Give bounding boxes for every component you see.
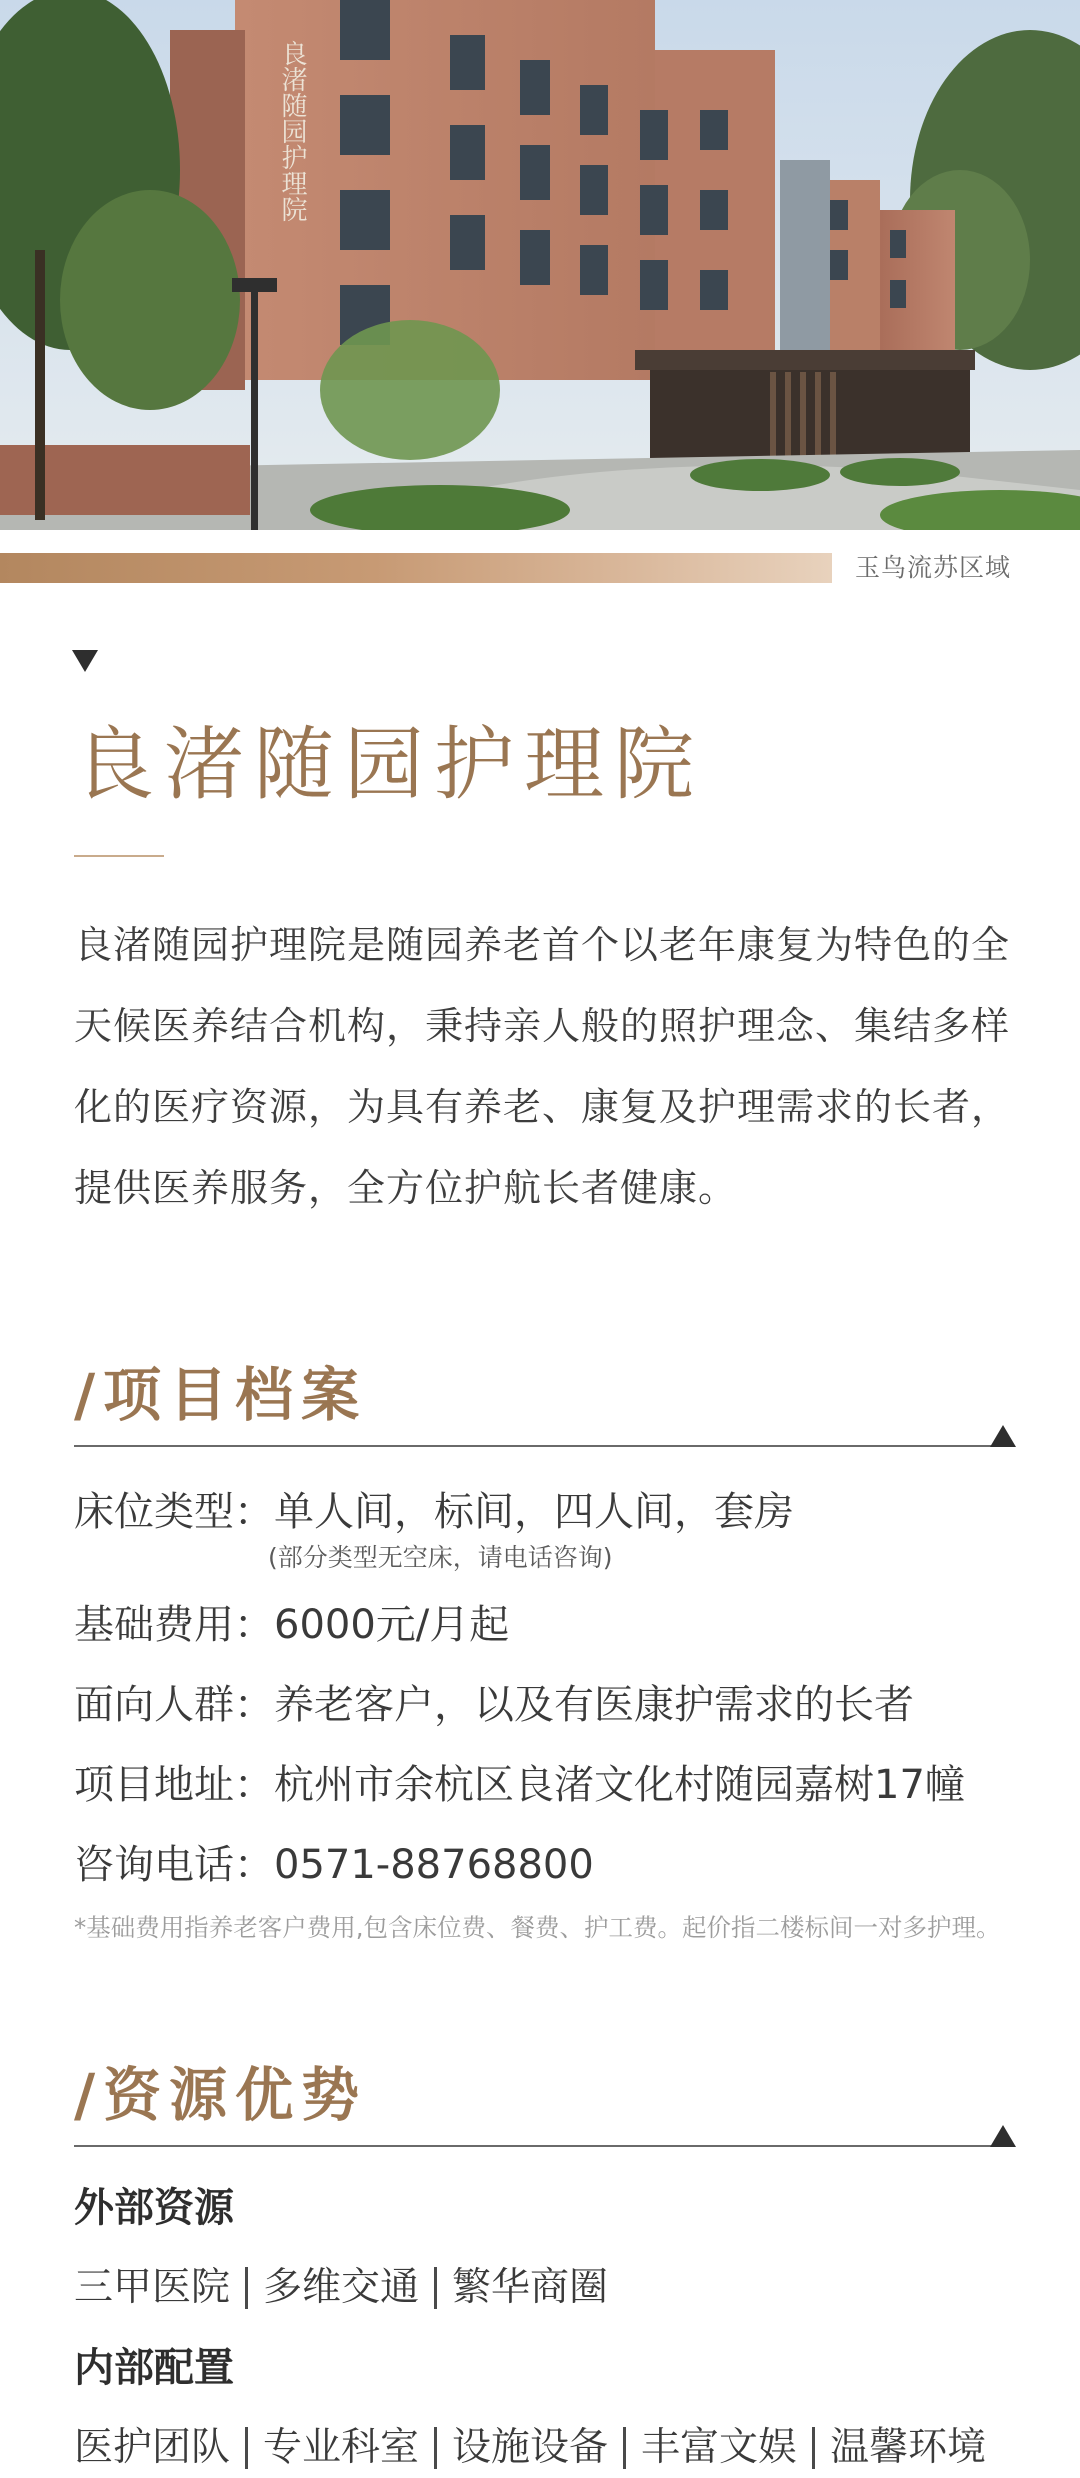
- spec-label: 床位类型：: [74, 1489, 274, 1535]
- spec-label: 咨询电话：: [74, 1842, 274, 1888]
- tag-separator: [434, 2427, 437, 2469]
- tag-item: 多维交通: [263, 2265, 420, 2310]
- tag-item: 医护团队: [74, 2425, 231, 2470]
- spec-row-address: [74, 1755, 965, 1815]
- fee-footnote: *基础费用指养老客户费用,包含床位费、餐费、护工费。起价指二楼标间一对多护理。: [74, 1913, 1001, 1942]
- spec-label: 面向人群：: [74, 1682, 274, 1728]
- section-heading-project: /项目档案: [74, 1361, 368, 1429]
- tag-item: 专业科室: [263, 2425, 420, 2470]
- tag-item: 温馨环境: [830, 2425, 987, 2470]
- title-underline: [74, 855, 164, 857]
- spec-row-target-group: [74, 1675, 914, 1735]
- tag-separator: [812, 2427, 815, 2469]
- section-heading-resources: /资源优势: [74, 2061, 368, 2129]
- spec-label: 项目地址：: [74, 1762, 274, 1808]
- tag-item: 设施设备: [452, 2425, 609, 2470]
- spec-value: 单人间，标间，四人间，套房: [274, 1489, 794, 1535]
- tag-separator: [623, 2427, 626, 2469]
- spec-row-bed-type: [74, 1482, 794, 1542]
- triangle-down-icon: [72, 650, 98, 672]
- internal-config-list: [74, 2418, 986, 2478]
- tag-item: 繁华商圈: [452, 2265, 609, 2310]
- external-resources-heading: 外部资源: [74, 2185, 234, 2231]
- bed-availability-note: (部分类型无空床，请电话咨询): [268, 1543, 613, 1572]
- triangle-up-icon: [990, 1425, 1016, 1447]
- tag-separator: [245, 2427, 248, 2469]
- spec-value: 养老客户，以及有医康护需求的长者: [274, 1682, 914, 1728]
- intro-paragraph: 良渚随园护理院是随园养老首个以老年康复为特色的全天候医养结合机构，秉持亲人般的照护理念、集结多样化的医疗资源，为具有养老、康复及护理需求的长者，提供医养服务，全方位护航长者健康。: [74, 923, 1011, 1210]
- spec-label: 基础费用：: [74, 1602, 274, 1648]
- region-label: 玉鸟流苏区域: [855, 553, 1012, 582]
- spec-value: 杭州市余杭区良渚文化村随园嘉树17幢: [274, 1762, 965, 1808]
- spec-row-base-fee: [74, 1595, 509, 1655]
- section-divider: [74, 2145, 996, 2147]
- external-resources-list: [74, 2258, 608, 2318]
- internal-config-heading: 内部配置: [74, 2345, 234, 2391]
- building-illustration: [0, 0, 1080, 530]
- spec-value: 6000元/月起: [274, 1602, 510, 1648]
- spec-row-phone: [74, 1835, 594, 1895]
- decorative-gradient-band: [0, 553, 832, 583]
- triangle-up-icon: [990, 2125, 1016, 2147]
- tag-item: 丰富文娱: [641, 2425, 798, 2470]
- phone-number[interactable]: 0571-88768800: [274, 1842, 594, 1888]
- tag-separator: [245, 2267, 248, 2309]
- section-divider: [74, 1445, 996, 1447]
- page-title: 良渚随园护理院: [74, 718, 704, 811]
- tag-separator: [434, 2267, 437, 2309]
- tag-item: 三甲医院: [74, 2265, 231, 2310]
- svg-text:良渚随园护理院: 良渚随园护理院: [277, 40, 307, 222]
- hero-photo: [0, 0, 1080, 530]
